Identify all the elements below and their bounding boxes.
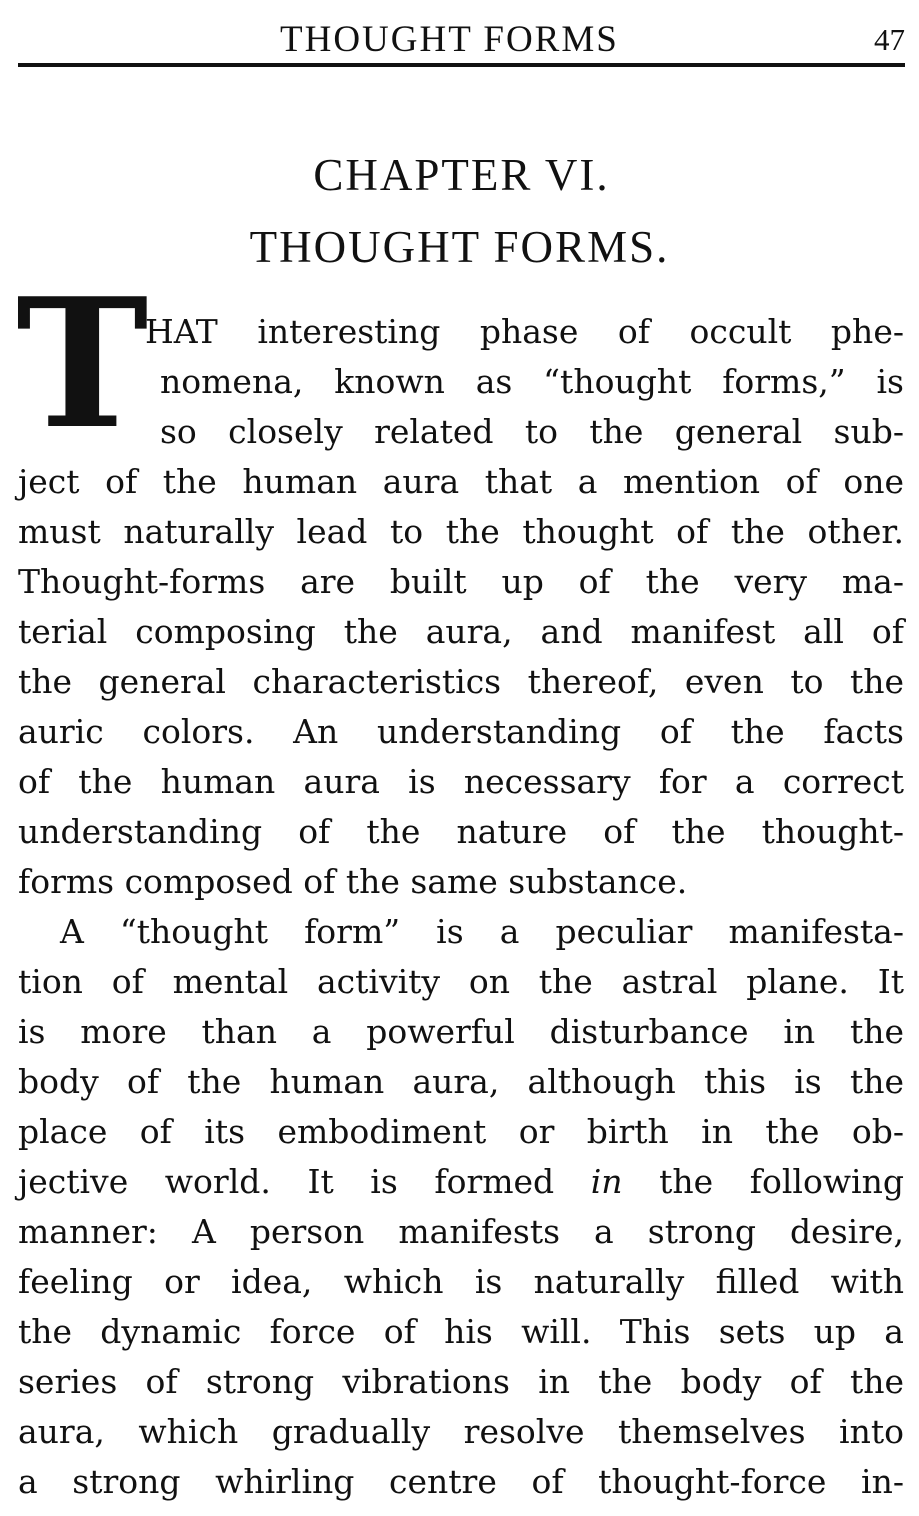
text-line: body of the human aura, although this is the [18, 1062, 904, 1101]
text-line: is more than a powerful disturbance in the [18, 1012, 904, 1051]
text-line: tion of mental activity on the astral plane. It [18, 962, 904, 1001]
text-line: HAT interesting phase of occult phe- [145, 312, 904, 351]
text-span-italic: in [590, 1162, 623, 1201]
text-line: understanding of the nature of the thought- [18, 812, 904, 851]
text-line: aura, which gradually resolve themselves into [18, 1412, 904, 1451]
page-number: 47 [874, 22, 905, 57]
text-line: the dynamic force of his will. This sets up a [18, 1312, 904, 1351]
text-line: must naturally lead to the thought of the other. [18, 512, 904, 551]
text-line: of the human aura is necessary for a correct [18, 762, 904, 801]
running-header [18, 14, 905, 58]
text-line: A “thought form” is a peculiar manifesta- [60, 912, 904, 951]
text-line: series of strong vibrations in the body of the [18, 1362, 904, 1401]
text-line: place of its embodiment or birth in the ob- [18, 1112, 904, 1151]
text-line: manner: A person manifests a strong desire, [18, 1212, 904, 1251]
chapter-title: THOUGHT FORMS. [249, 222, 670, 272]
drop-cap: T [16, 259, 149, 468]
chapter-number: CHAPTER VI. [313, 150, 610, 200]
text-line-mixed [18, 1157, 904, 1207]
text-line: ject of the human aura that a mention of one [18, 462, 904, 501]
text-line: terial composing the aura, and manifest all of [18, 612, 904, 651]
text-line: forms composed of the same substance. [18, 862, 688, 901]
header-rule [18, 63, 905, 67]
text-line: nomena, known as “thought forms,” is [160, 362, 904, 401]
text-line: a strong whirling centre of thought-force in- [18, 1462, 904, 1501]
running-title: THOUGHT FORMS [280, 19, 619, 60]
text-span: the following [622, 1162, 904, 1201]
text-line: so closely related to the general sub- [160, 412, 904, 451]
text-span: jective world. It is formed [18, 1162, 591, 1201]
text-line: auric colors. An understanding of the facts [18, 712, 904, 751]
text-line: the general characteristics thereof, even to the [18, 662, 904, 701]
text-line: Thought-forms are built up of the very ma- [18, 562, 904, 601]
text-line: feeling or idea, which is naturally filled with [18, 1262, 904, 1301]
